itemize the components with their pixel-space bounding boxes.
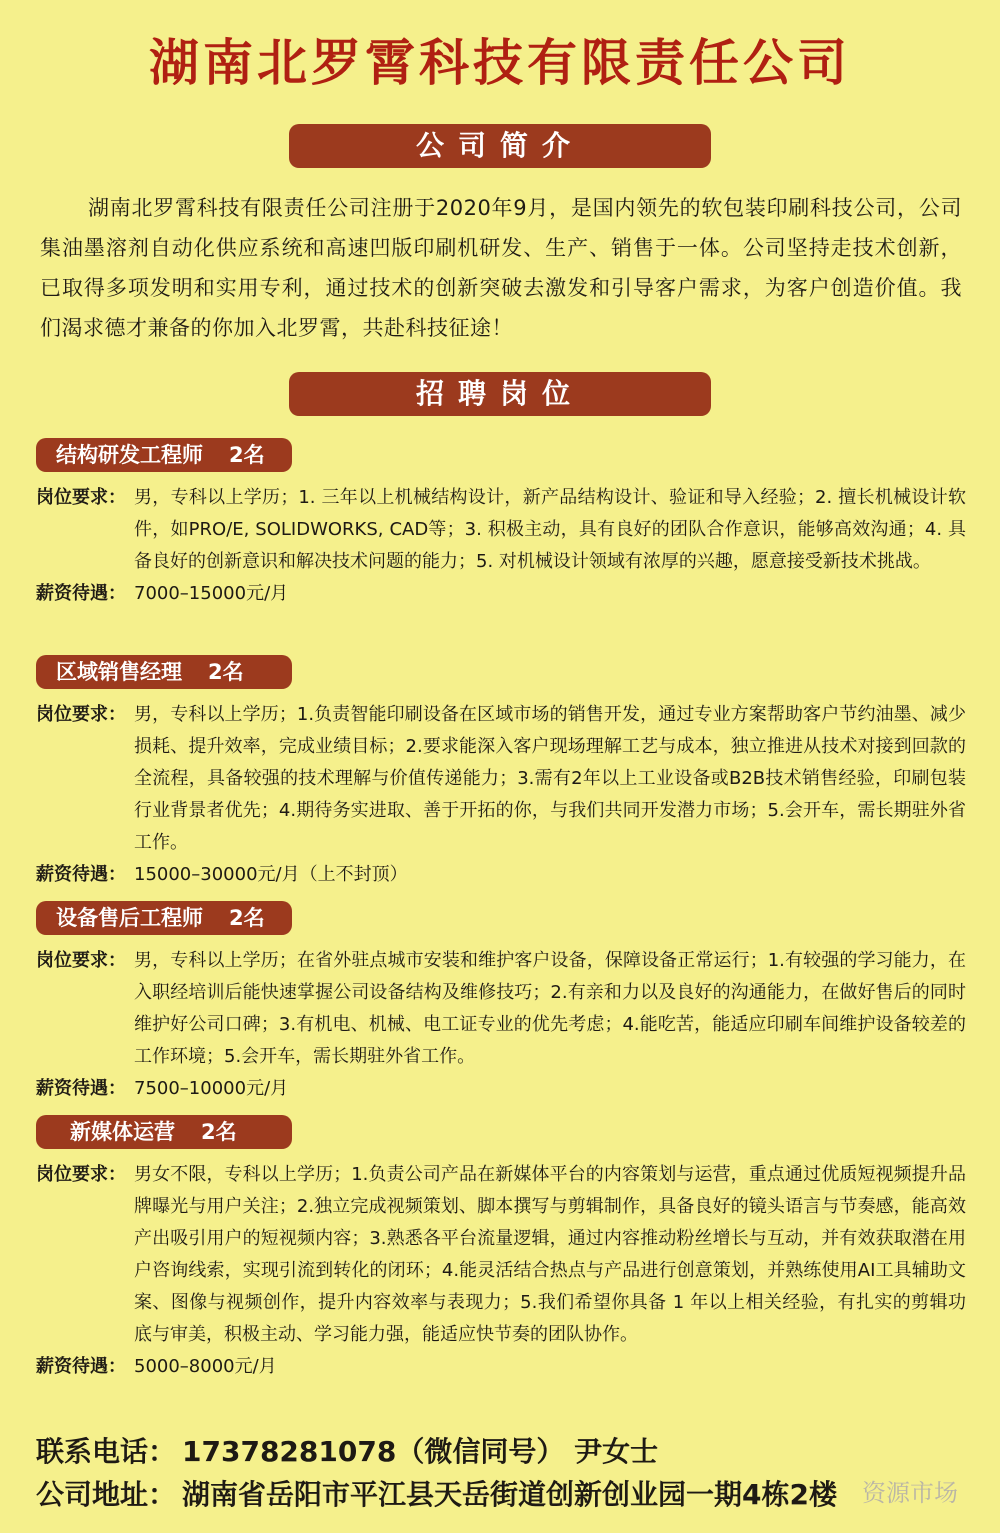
salary-value: 5000–8000元/月 <box>134 1356 277 1377</box>
company-intro: 湖南北罗霄科技有限责任公司注册于2020年9月，是国内领先的软包装印刷科技公司，公司集油墨溶剂自动化供应系统和高速凹版印刷机研发、生产、销售于一体。公司坚持走技术创新，已取得多项发明和实用专利，通过技术的创新突破去激发和引导客户需求，为客户创造价值。我们渴求德才兼备的你加入北罗霄，共赴科技征途！ <box>40 196 962 340</box>
job-count: 2名 <box>208 660 244 684</box>
req-label: 岗位要求： <box>36 950 126 971</box>
job-name: 区域销售经理 <box>56 660 182 684</box>
job-salary <box>36 1073 966 1105</box>
job-requirements <box>36 482 966 578</box>
phone-label: 联系电话： <box>36 1435 177 1468</box>
salary-label: 薪资待遇： <box>36 1078 126 1099</box>
job-requirements <box>36 699 966 859</box>
job-after-sales-engineer <box>36 901 966 1105</box>
job-requirements <box>36 945 966 1073</box>
salary-value: 15000–30000元/月（上不封顶） <box>134 864 408 885</box>
req-label: 岗位要求： <box>36 704 126 725</box>
salary-label: 薪资待遇： <box>36 1356 126 1377</box>
req-label: 岗位要求： <box>36 487 126 508</box>
job-tag <box>36 1115 292 1149</box>
job-requirements <box>36 1159 966 1351</box>
salary-label: 薪资待遇： <box>36 583 126 604</box>
job-salary <box>36 1351 966 1383</box>
req-text: 男，专科以上学历；1. 三年以上机械结构设计，新产品结构设计、验证和导入经验；2. 擅长机械设计软件，如PRO/E, SOLIDWORKS, CAD等；3. 积极主动，具有良好的团队合作意识，能够高效沟通；4. 具备良好的创新意识和解决技术问题的能力；5. 对机械设计领域有浓厚的兴趣，愿意接受新技术挑战。 <box>134 487 966 572</box>
req-text: 男，专科以上学历；在省外驻点城市安装和维护客户设备，保障设备正常运行；1.有较强的学习能力，在入职经培训后能快速掌握公司设备结构及维修技巧；2.有亲和力以及良好的沟通能力，在做好售后的同时维护好公司口碑；3.有机电、机械、电工证专业的优先考虑；4.能吃苦，能适应印刷车间维护设备较差的工作环境；5.会开车，需长期驻外省工作。 <box>134 950 966 1067</box>
job-tag <box>36 655 292 689</box>
company-title: 湖南北罗霄科技有限责任公司 <box>149 34 851 92</box>
job-count: 2名 <box>229 906 265 930</box>
job-name: 结构研发工程师 <box>56 443 203 467</box>
job-name: 设备售后工程师 <box>56 906 203 930</box>
req-text: 男女不限，专科以上学历；1.负责公司产品在新媒体平台的内容策划与运营，重点通过优质短视频提升品牌曝光与用户关注；2.独立完成视频策划、脚本撰写与剪辑制作，具备良好的镜头语言与节奏感，能高效产出吸引用户的短视频内容；3.熟悉各平台流量逻辑，通过内容推动粉丝增长与互动，并有效获取潜在用户咨询线索，实现引流到转化的闭环；4.能灵活结合热点与产品进行创意策划，并熟练使用AI工具辅助文案、图像与视频创作，提升内容效率与表现力；5.我们希望你具备 1 年以上相关经验，有扎实的剪辑功底与审美，积极主动、学习能力强，能适应快节奏的团队协作。 <box>134 1164 966 1345</box>
req-text: 男，专科以上学历；1.负责智能印刷设备在区域市场的销售开发，通过专业方案帮助客户节约油墨、减少损耗、提升效率，完成业绩目标；2.要求能深入客户现场理解工艺与成本，独立推进从技术对接到回款的全流程，具备较强的技术理解与价值传递能力；3.需有2年以上工业设备或B2B技术销售经验，印刷包装行业背景者优先；4.期待务实进取、善于开拓的你，与我们共同开发潜力市场；5.会开车，需长期驻外省工作。 <box>134 704 966 853</box>
job-name: 新媒体运营 <box>70 1120 175 1144</box>
job-structure-engineer <box>36 438 966 610</box>
contact-phone <box>36 1430 658 1474</box>
address-label: 公司地址： <box>36 1478 177 1511</box>
job-regional-sales-manager <box>36 655 966 891</box>
salary-value: 7500–10000元/月 <box>134 1078 289 1099</box>
req-label: 岗位要求： <box>36 1164 126 1185</box>
job-tag <box>36 901 292 935</box>
contact-address <box>36 1473 837 1517</box>
watermark-text: 资源市场 <box>862 1479 958 1507</box>
job-salary <box>36 859 966 891</box>
job-salary <box>36 578 966 610</box>
salary-label: 薪资待遇： <box>36 864 126 885</box>
job-tag <box>36 438 292 472</box>
address-value: 湖南省岳阳市平江县天岳街道创新创业园一期4栋2楼 <box>182 1478 837 1511</box>
salary-value: 7000–15000元/月 <box>134 583 289 604</box>
job-new-media-operations <box>36 1115 966 1383</box>
job-count: 2名 <box>201 1120 237 1144</box>
phone-value: 17378281078（微信同号） 尹女士 <box>182 1435 659 1468</box>
job-count: 2名 <box>229 443 265 467</box>
jobs-banner: 招聘岗位 <box>289 372 711 416</box>
intro-banner: 公司简介 <box>289 124 711 168</box>
